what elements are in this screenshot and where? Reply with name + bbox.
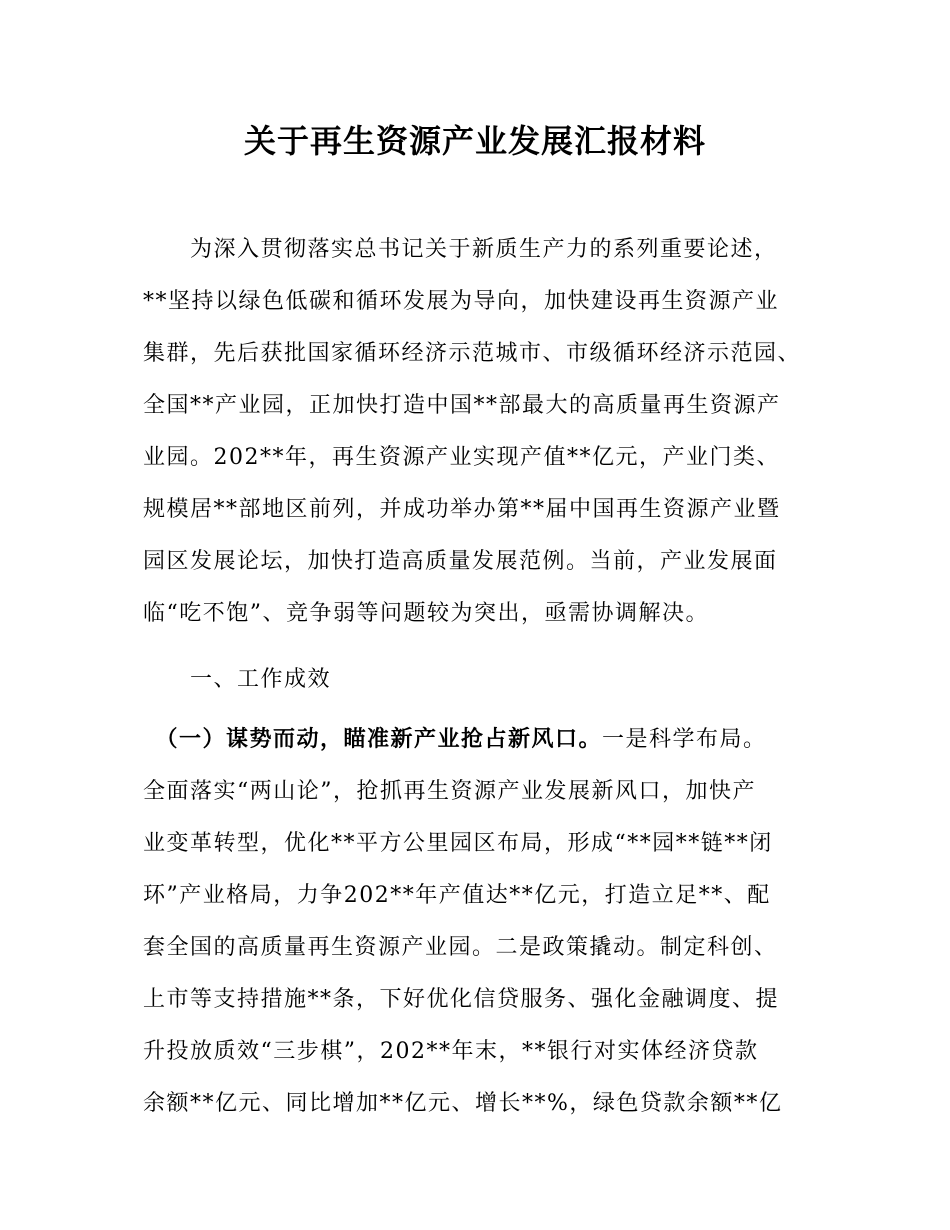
- body-text: 为深入贯彻落实总书记关于新质生产力的系列重要论述，: [143, 237, 778, 262]
- body-line: [143, 276, 843, 328]
- body-text: 规模居**部地区前列，并成功举办第**届中国再生资源产业暨: [143, 497, 781, 522]
- body-line: [143, 432, 843, 484]
- body-text: 一是科学布局。: [602, 727, 767, 752]
- body-text: 全国**产业园，正加快打造中国**部最大的高质量再生资源产: [143, 393, 781, 418]
- body-line: [143, 1026, 843, 1078]
- document-title: 关于再生资源产业发展汇报材料: [243, 122, 706, 160]
- body-line: [143, 922, 843, 974]
- body-line: [143, 328, 843, 380]
- section-heading: 一、工作成效: [143, 667, 332, 692]
- body-text: **坚持以绿色低碳和循环发展为导向，加快建设再生资源产业: [143, 289, 780, 314]
- body-line: [143, 484, 843, 536]
- body-line: [143, 536, 843, 588]
- body-line: [143, 654, 843, 706]
- body-text: 升投放质效“三步棋”，202**年末，**银行对实体经济贷款: [143, 1039, 759, 1064]
- body-line: [143, 380, 843, 432]
- body-line: [143, 224, 843, 276]
- body-text: 业变革转型，优化**平方公里园区布局，形成“**园**链**闭: [143, 831, 773, 856]
- body-text: 上市等支持措施**条，下好优化信贷服务、强化金融调度、提: [143, 987, 780, 1012]
- body-line: [143, 714, 843, 766]
- subsection-heading: （一）谋势而动，瞄准新产业抢占新风口。: [143, 727, 603, 752]
- document-body: [143, 224, 843, 1130]
- body-text: 环”产业格局，力争202**年产值达**亿元，打造立足**、配: [143, 883, 771, 908]
- body-text: 业园。202**年，再生资源产业实现产值**亿元，产业门类、: [143, 445, 780, 470]
- body-text: 余额**亿元、同比增加**亿元、增长**%，绿色贷款余额**亿: [143, 1091, 783, 1116]
- body-line: [143, 974, 843, 1026]
- body-text: 集群，先后获批国家循环经济示范城市、市级循环经济示范园、: [143, 341, 802, 366]
- body-line: [143, 1078, 843, 1130]
- body-line: [143, 588, 843, 640]
- body-text: 套全国的高质量再生资源产业园。二是政策撬动。制定科创、: [143, 935, 778, 960]
- body-text: 全面落实“两山论”，抢抓再生资源产业发展新风口，加快产: [143, 779, 756, 804]
- body-line: [143, 870, 843, 922]
- body-text: 园区发展论坛，加快打造高质量发展范例。当前，产业发展面: [143, 549, 778, 574]
- body-text: 临“吃不饱”、竞争弱等问题较为突出，亟需协调解决。: [143, 601, 709, 626]
- body-line: [143, 818, 843, 870]
- body-line: [143, 766, 843, 818]
